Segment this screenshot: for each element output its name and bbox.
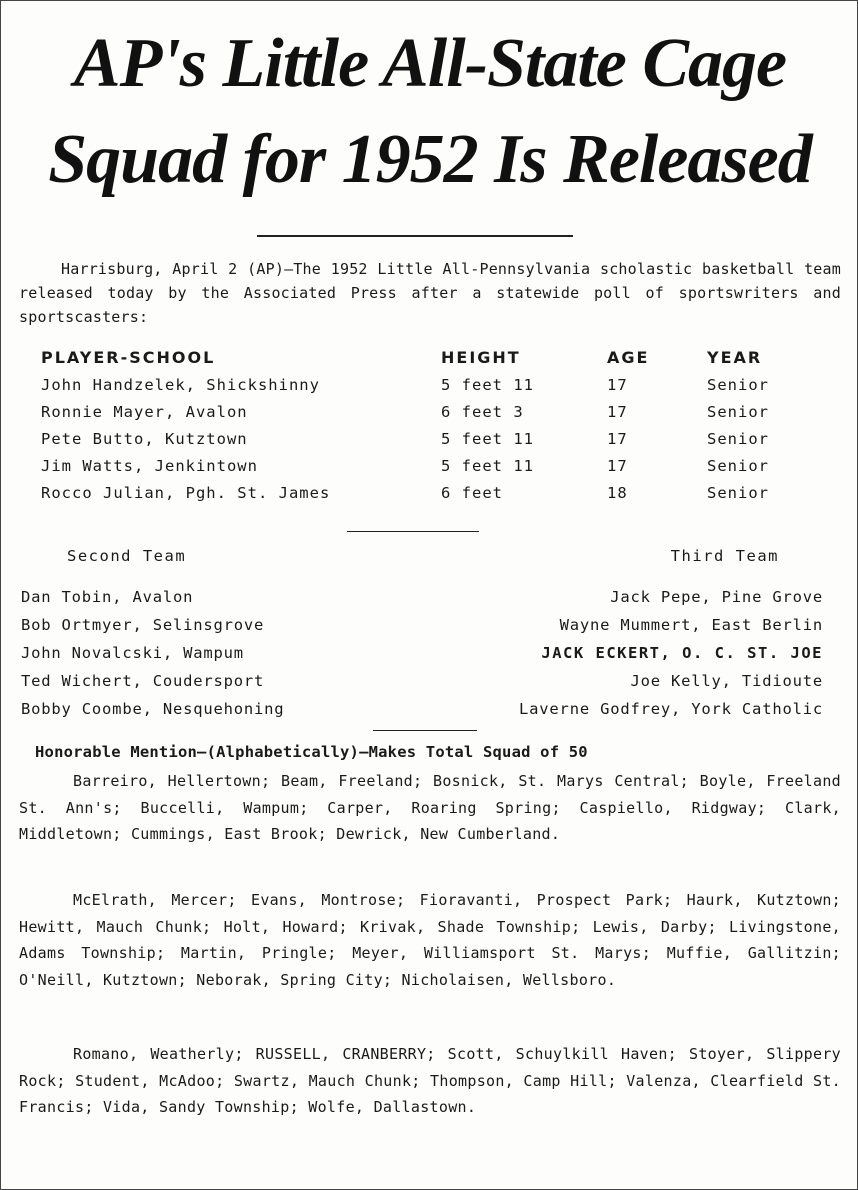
third-team-heading: Third Team: [670, 547, 779, 565]
table-row: [41, 452, 811, 479]
list-item: John Novalcski, Wampum: [21, 644, 244, 662]
year: Senior: [707, 375, 769, 394]
age: 17: [607, 402, 628, 421]
year: Senior: [707, 429, 769, 448]
player-school: Jim Watts, Jenkintown: [41, 456, 258, 475]
headline-line-1: AP's Little All-State Cage: [73, 25, 787, 102]
age: 17: [607, 375, 628, 394]
list-item: Jack Pepe, Pine Grove: [610, 588, 823, 606]
list-item: JACK ECKERT, O. C. ST. JOE: [541, 644, 823, 662]
list-item: Dan Tobin, Avalon: [21, 588, 194, 606]
table-row: [41, 398, 811, 425]
age: 17: [607, 429, 628, 448]
headline-divider: [257, 235, 573, 237]
list-item: Bobby Coombe, Nesquehoning: [21, 700, 285, 718]
honorable-mention-paragraph: [19, 887, 841, 993]
height: 6 feet: [441, 483, 503, 502]
table-row: [41, 425, 811, 452]
list-item: Laverne Godfrey, York Catholic: [519, 700, 823, 718]
lead-paragraph-text: Harrisburg, April 2 (AP)—The 1952 Little All-Pennsylvania scholastic basketball team released today by the Associated Press after a statewide poll of sportswriters and sportscasters:: [19, 260, 841, 326]
list-item: Wayne Mummert, East Berlin: [559, 616, 823, 634]
headline-line-2: Squad for 1952 Is Released: [48, 121, 812, 198]
honorable-mention-paragraph: [19, 768, 841, 848]
header-year: YEAR: [707, 347, 763, 367]
header-age: AGE: [607, 347, 650, 367]
height: 5 feet 11: [441, 375, 534, 394]
paragraph-text: Barreiro, Hellertown; Beam, Freeland; Bosnick, St. Marys Central; Boyle, Freeland St. Ann's; Buccelli, Wampum; Carper, Roaring Spring; Caspiello, Ridgway; Clark, Middletown; Cummings, East Brook; Dewrick, New Cumberland.: [19, 772, 841, 843]
height: 6 feet 3: [441, 402, 524, 421]
paragraph-text: Romano, Weatherly; RUSSELL, CRANBERRY; Scott, Schuylkill Haven; Stoyer, Slippery Rock; Student, McAdoo; Swartz, Mauch Chunk; Thompson, Camp Hill; Valenza, Clearfield St. Francis; Vida, Sandy Township; Wolfe, Dallastown.: [19, 1045, 841, 1116]
section-divider-2: [373, 730, 477, 731]
honorable-mention-paragraph: [19, 1041, 841, 1121]
header-height: HEIGHT: [441, 347, 521, 367]
player-school: John Handzelek, Shickshinny: [41, 375, 320, 394]
year: Senior: [707, 483, 769, 502]
honorable-mention-heading: Honorable Mention—(Alphabetically)—Makes Total Squad of 50: [35, 743, 588, 761]
table-row: [41, 371, 811, 398]
height: 5 feet 11: [441, 456, 534, 475]
first-team-table: [41, 343, 811, 506]
second-team-list: [21, 583, 284, 723]
list-item: Bob Ortmyer, Selinsgrove: [21, 616, 265, 634]
player-school: Ronnie Mayer, Avalon: [41, 402, 248, 421]
section-divider-1: [347, 531, 479, 532]
second-team-heading: Second Team: [67, 547, 187, 565]
list-item: Joe Kelly, Tidioute: [630, 672, 823, 690]
first-team-header-row: [41, 343, 811, 371]
age: 17: [607, 456, 628, 475]
paragraph-text: McElrath, Mercer; Evans, Montrose; Fioravanti, Prospect Park; Haurk, Kutztown; Hewitt, Mauch Chunk; Holt, Howard; Krivak, Shade Township; Lewis, Darby; Livingstone, Adams Township; Martin, Pringle; Meyer, Williamsport St. Marys; Muffie, Gallitzin; O'Neill, Kutztown; Neborak, Spring City; Nicholaisen, Wellsboro.: [19, 891, 841, 989]
year: Senior: [707, 456, 769, 475]
table-row: [41, 479, 811, 506]
player-school: Pete Butto, Kutztown: [41, 429, 248, 448]
third-team-list: [519, 583, 823, 723]
age: 18: [607, 483, 628, 502]
list-item: Ted Wichert, Coudersport: [21, 672, 265, 690]
lead-paragraph: [19, 257, 841, 329]
year: Senior: [707, 402, 769, 421]
header-player-school: PLAYER-SCHOOL: [41, 347, 216, 367]
height: 5 feet 11: [441, 429, 534, 448]
player-school: Rocco Julian, Pgh. St. James: [41, 483, 331, 502]
